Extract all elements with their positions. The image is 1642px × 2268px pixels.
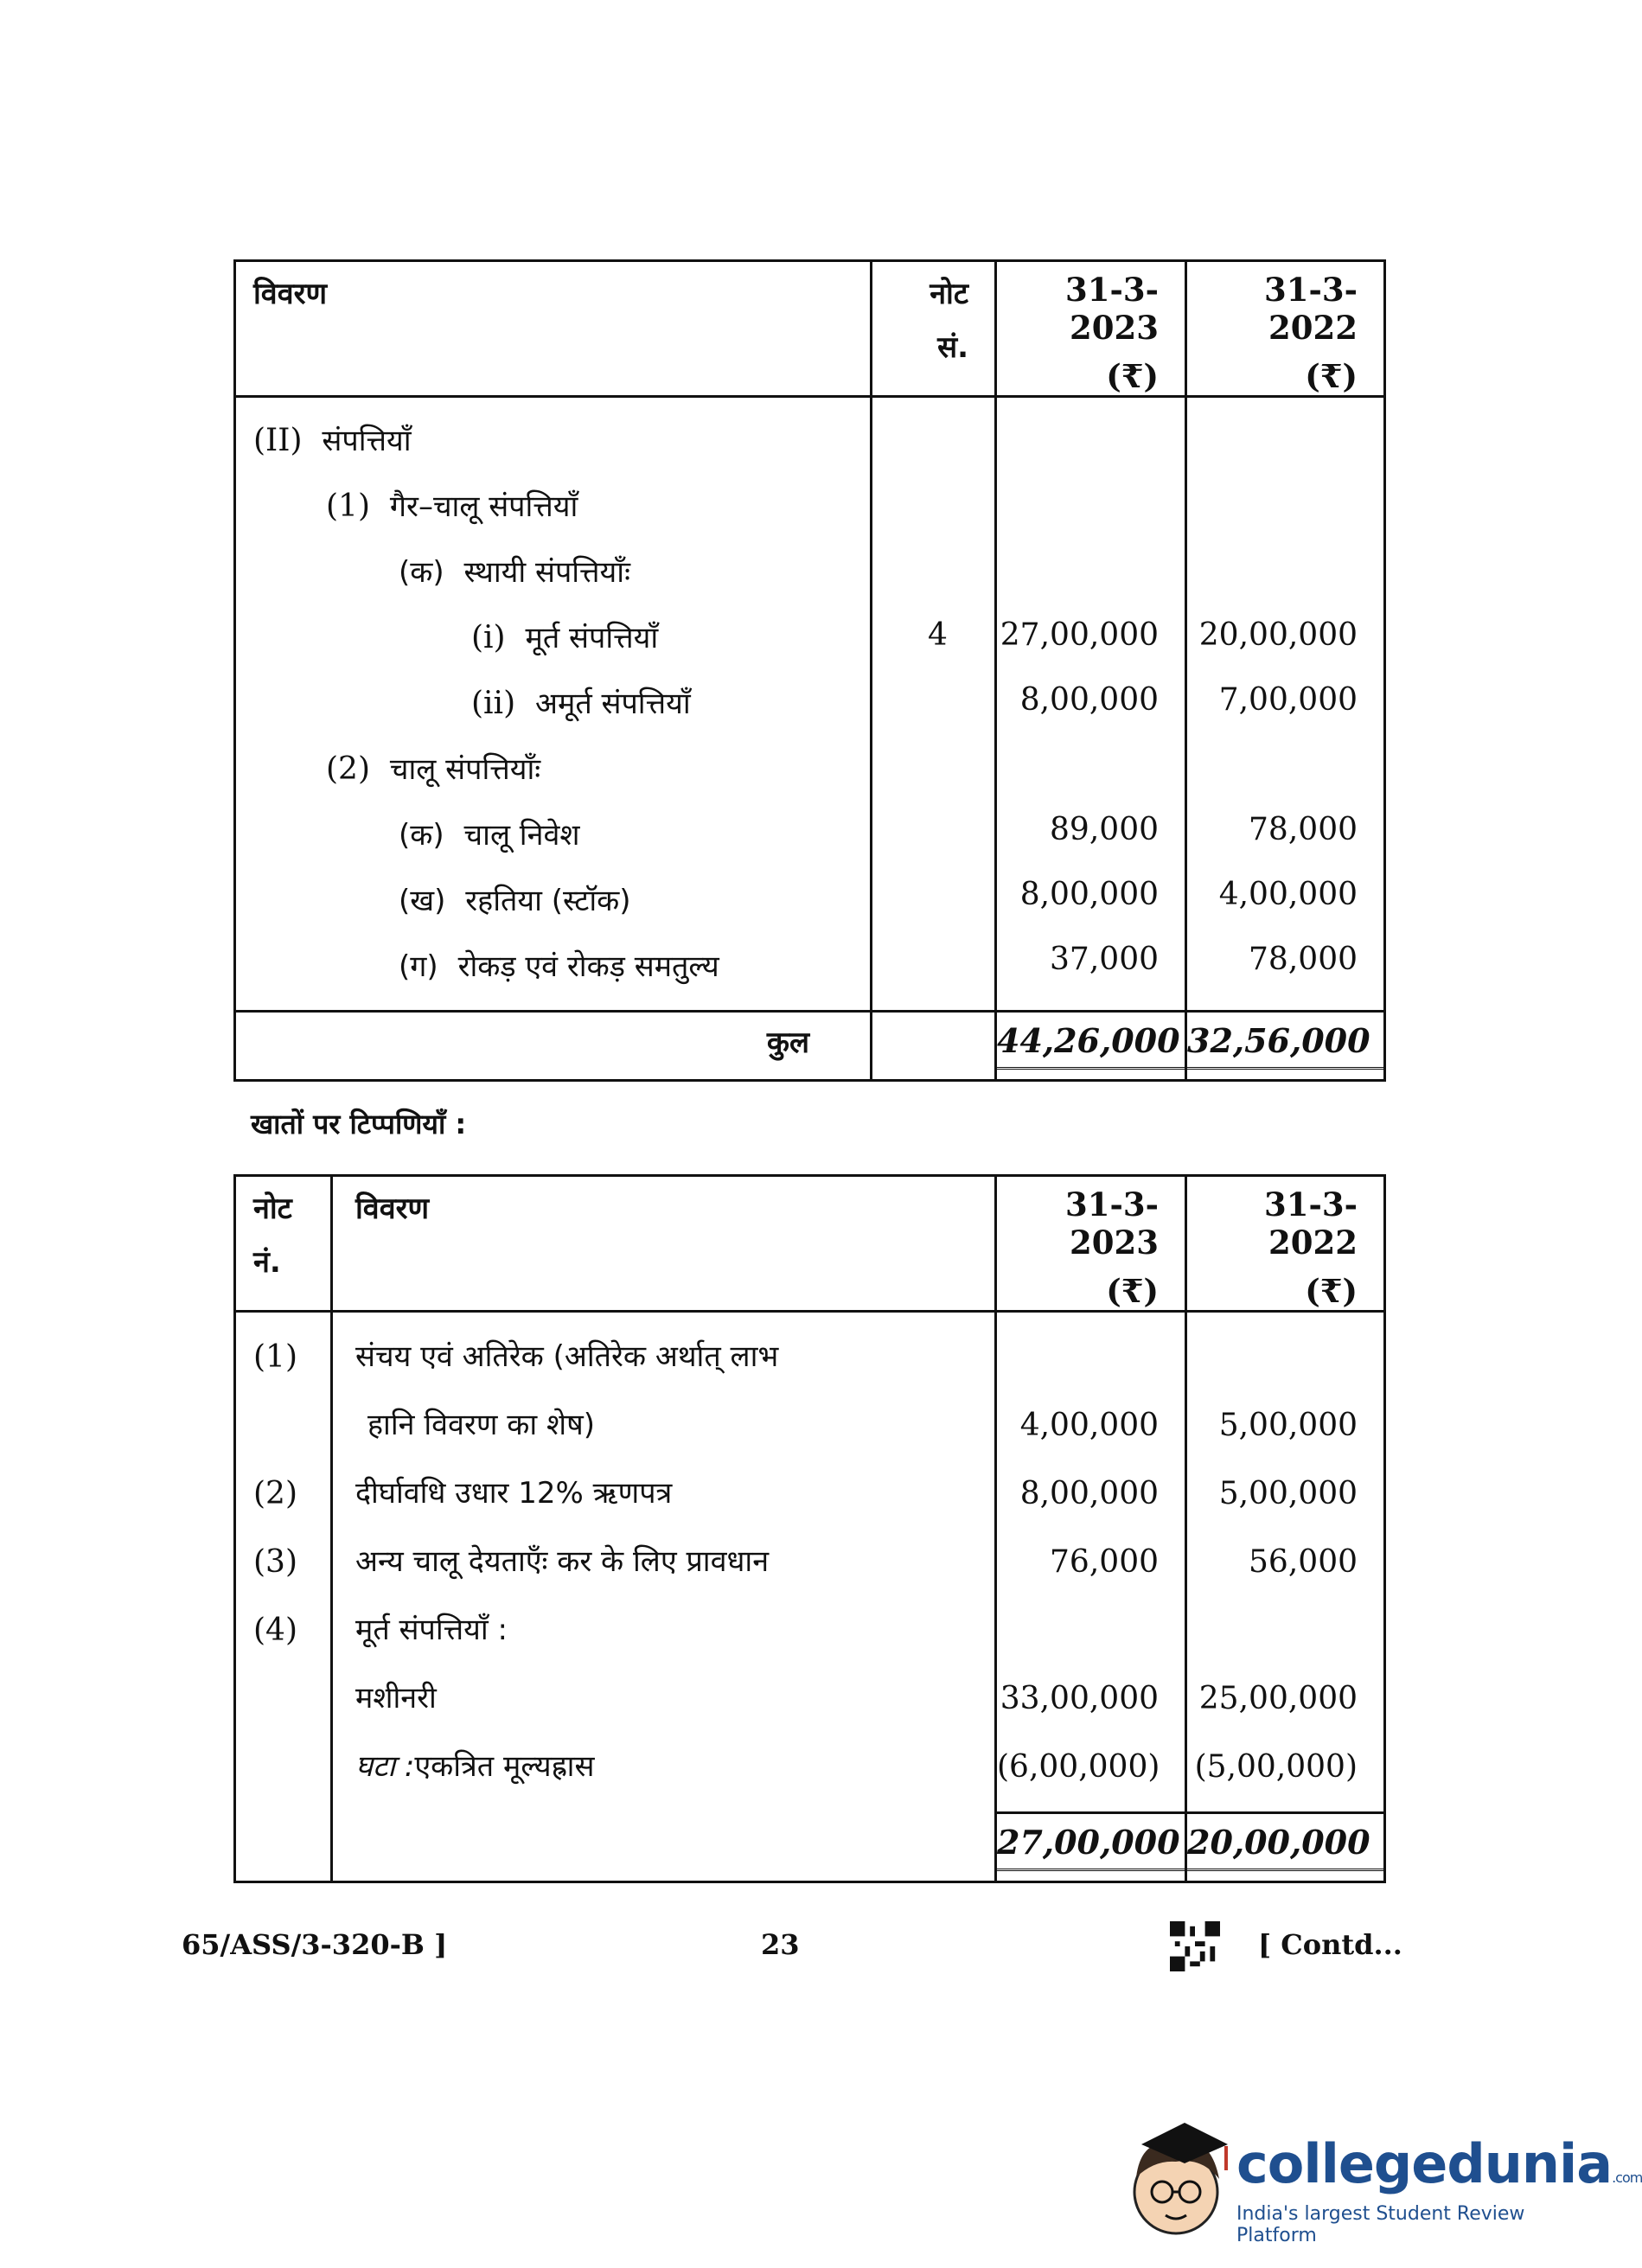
- list-item: (ख) रहतिया (स्टॉक): [399, 884, 631, 918]
- total-2022: 32,56,000: [1187, 1021, 1370, 1060]
- list-item: (ग) रोकड़ एवं रोकड़ समतुल्य: [399, 949, 719, 984]
- notes-heading: खातों पर टिप्पणियाँ :: [251, 1108, 467, 1140]
- header-year-2023: 31-3-2023 (₹): [996, 261, 1186, 397]
- list-item: हानि विवरण का शेष): [367, 1408, 596, 1442]
- list-item: (क) स्थायी संपत्तियाँः: [399, 555, 630, 590]
- total-2023: 27,00,000: [997, 1823, 1180, 1862]
- header-year-2022: 31-3-2022 (₹): [1186, 261, 1385, 397]
- total-2023: 44,26,000: [997, 1021, 1180, 1060]
- qr-code-icon: [1170, 1921, 1220, 1971]
- total-2022: 20,00,000: [1187, 1823, 1370, 1862]
- list-item: (II) संपत्तियाँ: [253, 423, 412, 458]
- list-item: घटा :एकत्रित मूल्यह्रास: [355, 1749, 595, 1784]
- list-item: (ii) अमूर्त संपत्तियाँ: [471, 686, 691, 721]
- header-note-no: नोट नं.: [235, 1176, 332, 1312]
- total-row: [235, 1813, 1385, 1882]
- list-item: मशीनरी: [355, 1681, 437, 1715]
- list-item: (i) मूर्त संपत्तियाँ: [471, 620, 659, 655]
- list-item: मूर्त संपत्तियाँ :: [355, 1613, 508, 1647]
- page-number: 23: [761, 1928, 800, 1961]
- total-row: कुल 44,26,000 32,56,000: [235, 1012, 1385, 1081]
- header-note: नोट सं.: [872, 261, 996, 397]
- notes-table: [233, 1174, 1386, 1883]
- list-item: संचय एवं अतिरेक (अतिरेक अर्थात् लाभ: [355, 1339, 779, 1374]
- header-particulars: विवरण: [235, 261, 872, 397]
- particulars-column: [235, 397, 872, 1012]
- continued-label: [ Contd...: [1258, 1928, 1402, 1961]
- paper-code: 65/ASS/3-320-B ]: [182, 1928, 448, 1961]
- year-2022-column: 5,00,000 5,00,000 56,000 25,00,000 (5,00,000): [1186, 1312, 1385, 1813]
- balance-sheet-table: [233, 259, 1386, 1082]
- list-item: (1) गैर–चालू संपत्तियाँ: [326, 489, 578, 524]
- list-item: (क) चालू निवेश: [399, 818, 580, 853]
- logo-wordmark: collegedunia.com: [1236, 2132, 1642, 2195]
- year-2022-column: 20,00,000 7,00,000 78,000 4,00,000 78,000: [1186, 397, 1385, 1012]
- note-column: 4: [872, 397, 996, 1012]
- note-no-column: (1) (2) (3) (4): [235, 1312, 332, 1813]
- list-item: (2) चालू संपत्तियाँः: [326, 751, 541, 787]
- year-2023-column: 27,00,000 8,00,000 89,000 8,00,000 37,000: [996, 397, 1186, 1012]
- header-year-2023: 31-3-2023 (₹): [996, 1176, 1186, 1312]
- particulars-column: [332, 1312, 996, 1813]
- list-item: अन्य चालू देयताएँः कर के लिए प्रावधान: [355, 1544, 770, 1579]
- header-year-2022: 31-3-2022 (₹): [1186, 1176, 1385, 1312]
- year-2023-column: 4,00,000 8,00,000 76,000 33,00,000 (6,00,000): [996, 1312, 1186, 1813]
- header-particulars: विवरण: [332, 1176, 996, 1312]
- list-item: दीर्घावधि उधार 12% ऋणपत्र: [355, 1476, 673, 1511]
- logo-tagline: India's largest Student Review Platform: [1236, 2203, 1525, 2246]
